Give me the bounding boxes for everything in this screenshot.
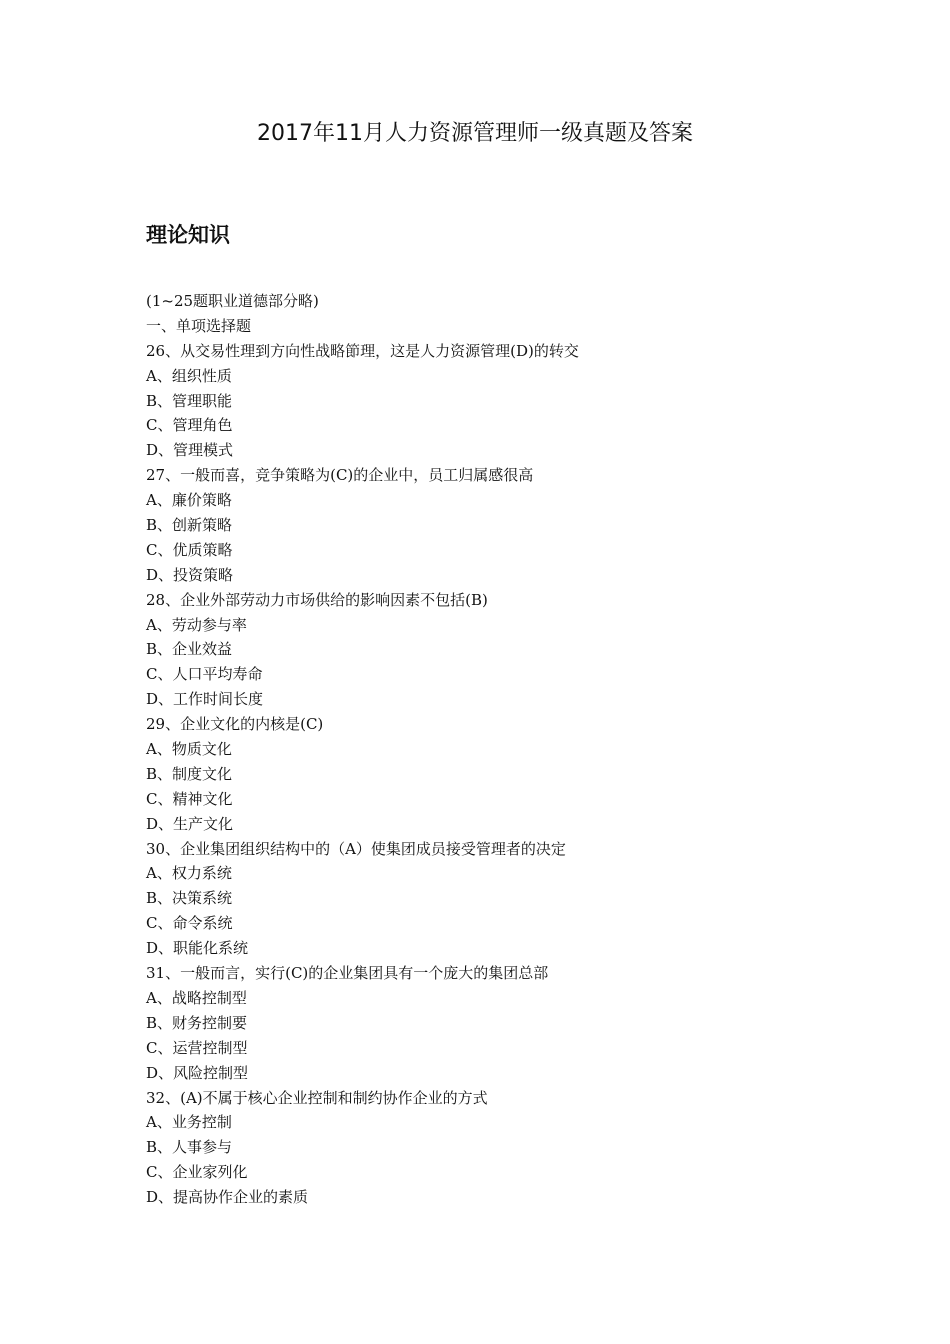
text-line: B、制度文化	[146, 764, 233, 783]
text-line: C、优质策略	[146, 540, 233, 559]
text-line: D、风险控制型	[146, 1063, 249, 1082]
text-line: D、职能化系统	[146, 939, 249, 958]
text-line: (1~25题职业道德部分略)	[146, 292, 319, 310]
text-line: 26、从交易性理到方向性战略節理，这是人力资源管理(D)的转交	[146, 341, 579, 360]
text-line: D、管理模式	[146, 441, 234, 460]
section-heading: 理论知识	[146, 223, 230, 247]
text-line: 27、一般而喜，竞争策略为(C)的企业中，员工归属感很高	[146, 466, 534, 485]
text-line: C、管理角色	[146, 416, 233, 435]
text-line: 30、企业集团组织结构中的（A）使集团成员接受管理者的决定	[146, 839, 566, 858]
text-line: 29、企业文化的内核是(C)	[146, 715, 324, 734]
text-line: A、廉价策略	[146, 491, 232, 510]
text-line: D、投资策略	[146, 565, 234, 584]
text-line: C、命令系统	[146, 914, 233, 933]
text-line: A、物质文化	[146, 740, 232, 759]
text-line: A、战略控制型	[146, 988, 247, 1007]
text-line: B、财务控制要	[146, 1013, 248, 1032]
text-line: 32、(A)不属于核心企业控制和制约协作企业的方式	[146, 1088, 488, 1107]
text-line: A、劳动参与率	[146, 615, 247, 634]
text-line: A、权力系统	[146, 864, 232, 883]
text-line: B、决策系统	[146, 889, 233, 908]
text-line: B、人事参与	[146, 1138, 233, 1157]
text-line: B、创新策略	[146, 516, 233, 535]
text-line: 31、一般而言，实行(C)的企业集团具有一个庞大的集团总部	[146, 964, 549, 983]
text-line: 28、企业外部劳动力市场供给的影响因素不包括(B)	[146, 590, 488, 609]
text-line: C、人口平均寿命	[146, 665, 263, 684]
text-line: C、企业家列化	[146, 1163, 248, 1182]
text-line: A、业务控制	[146, 1113, 232, 1132]
text-line: D、生产文化	[146, 814, 234, 833]
text-line: D、工作时间长度	[146, 690, 264, 709]
question-list	[146, 289, 846, 1210]
text-line: B、管理职能	[146, 391, 233, 410]
text-line: A、组织性质	[146, 366, 232, 385]
document-title: 2017年11月人力资源管理师一级真题及答案	[257, 121, 693, 146]
text-line: B、企业效益	[146, 640, 233, 659]
text-line: C、运营控制型	[146, 1038, 248, 1057]
text-line: 一、单项选择题	[146, 316, 252, 335]
text-line: D、提高协作企业的素质	[146, 1188, 309, 1207]
text-line: C、精神文化	[146, 789, 233, 808]
